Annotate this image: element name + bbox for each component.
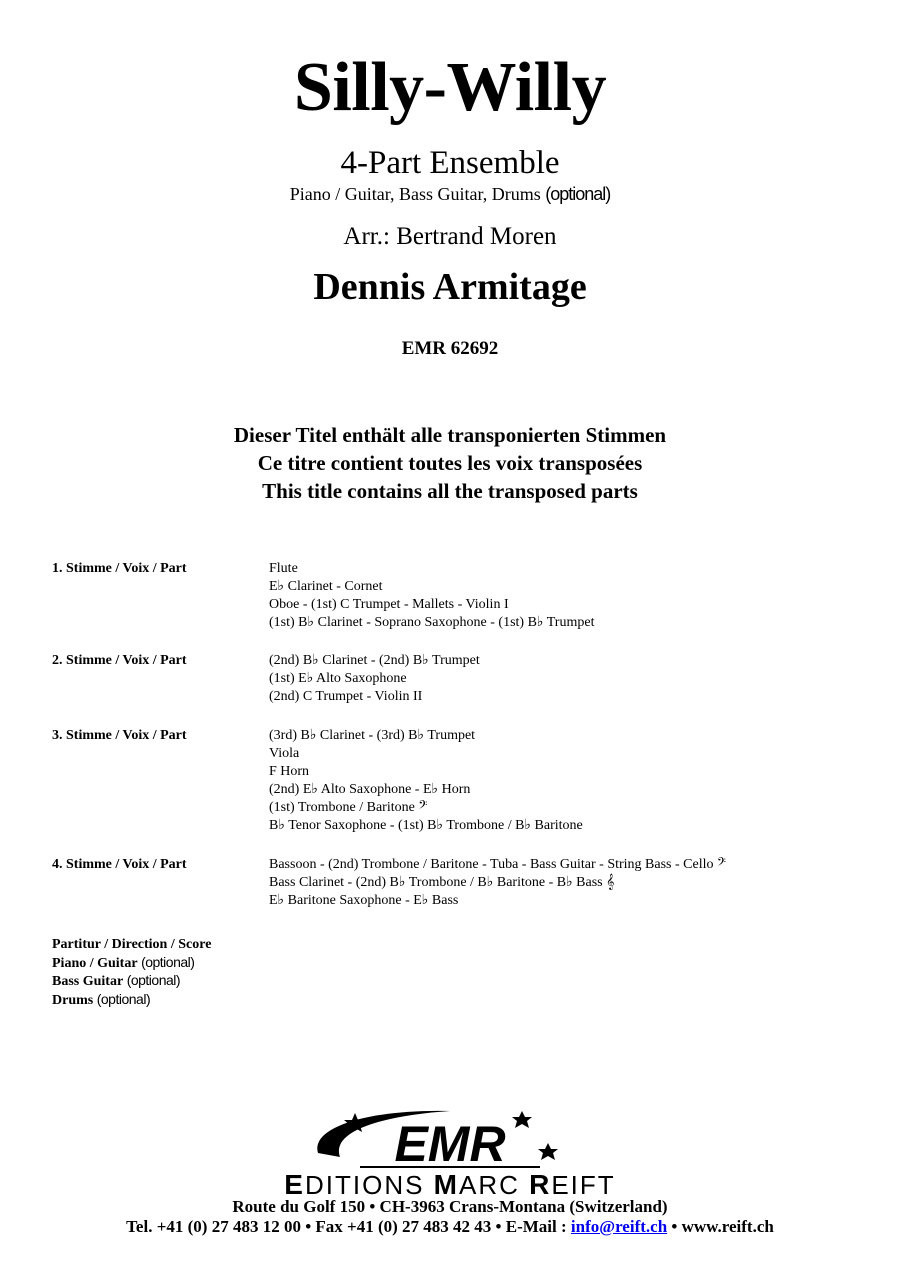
part-3-line: B♭ Tenor Saxophone - (1st) B♭ Trombone / B♭ Baritone [269,818,583,833]
brand-e: E [284,1169,305,1200]
part-3-line: (2nd) E♭ Alto Saxophone - E♭ Horn [269,782,471,797]
notice-de: Dieser Titel enthält alle transponierten Stimmen [233,423,667,447]
part-3-label: 3. Stimme / Voix / Part [52,728,187,743]
part-2-line: (2nd) C Trumpet - Violin II [269,689,423,704]
brand-m: M [433,1169,459,1200]
part-4-line: Bassoon - (2nd) Trombone / Baritone - Tuba - Bass Guitar - String Bass - Cello 𝄢 [269,857,726,872]
part-1-line: Flute [269,561,298,576]
part-1-line: (1st) B♭ Clarinet - Soprano Saxophone - (1st) B♭ Trumpet [269,615,595,630]
contact-prefix: Tel. +41 (0) 27 483 12 00 • Fax +41 (0) 27 483 42 43 • E-Mail : [126,1217,571,1236]
part-3-line: F Horn [269,764,310,779]
part-2-line: (2nd) B♭ Clarinet - (2nd) B♭ Trumpet [269,653,480,668]
drums-label: Drums [52,992,94,1008]
part-3-line: Viola [269,746,300,761]
contact-suffix: • www.reift.ch [667,1217,774,1236]
bass-label: Bass Guitar [52,974,124,989]
part-1-instruments [269,560,869,632]
logo-text: EMR [394,1116,506,1172]
piano-line [52,954,211,973]
piano-optional: (optional) [141,953,195,970]
part-2-label: 2. Stimme / Voix / Part [52,653,187,668]
publisher-name [0,1170,900,1200]
brand-r: R [529,1169,552,1200]
part-3-line: (3rd) B♭ Clarinet - (3rd) B♭ Trumpet [269,728,476,743]
extras-list [52,936,211,1009]
logo-star-right-bottom [538,1143,558,1160]
publisher-contact [0,1217,900,1237]
score-label: Partitur / Direction / Score [52,937,212,952]
publisher-address: Route du Golf 150 • CH-3963 Crans-Montana (Switzerland) [232,1197,668,1216]
part-2-line: (1st) E♭ Alto Saxophone [269,671,407,686]
arranger: Arr.: Bertrand Moren [343,223,557,250]
notice-fr: Ce titre contient toutes les voix transposées [257,451,643,475]
drums-optional: (optional) [96,990,151,1007]
brand-eift: EIFT [551,1170,616,1200]
part-4-line: E♭ Baritone Saxophone - E♭ Bass [269,893,459,908]
notice-en: This title contains all the transposed parts [262,479,638,503]
brand-ditions: DITIONS [304,1170,434,1200]
piano-label: Piano / Guitar [52,955,138,971]
part-1-line: Oboe - (1st) C Trumpet - Mallets - Violin I [269,597,509,612]
piece-title: Silly-Willy [293,49,607,126]
part-3-line: (1st) Trombone / Baritone 𝄢 [269,800,428,815]
instrumentation-optional: (optional) [545,184,611,204]
logo-star-right-top [512,1111,532,1128]
part-3-instruments [269,727,869,835]
part-1-line: E♭ Clarinet - Cornet [269,579,383,594]
instrumentation-text: Piano / Guitar, Bass Guitar, Drums [289,184,541,204]
part-2-instruments [269,652,869,706]
bass-line [52,972,211,991]
part-1-label: 1. Stimme / Voix / Part [52,561,187,576]
brand-arc: ARC [458,1170,530,1200]
part-4-label: 4. Stimme / Voix / Part [52,857,187,872]
instrumentation-line [0,183,900,205]
part-4-line: Bass Clarinet - (2nd) B♭ Trombone / B♭ Baritone - B♭ Bass 𝄞 [269,875,615,890]
emr-logo [300,1105,600,1175]
email-link[interactable]: info@reift.ch [570,1217,668,1236]
drums-line [52,991,211,1010]
composer: Dennis Armitage [313,266,587,308]
part-4-instruments [269,856,869,910]
bass-optional: (optional) [126,972,181,988]
ensemble-subtitle: 4-Part Ensemble [340,145,560,181]
catalog-number: EMR 62692 [401,338,499,359]
